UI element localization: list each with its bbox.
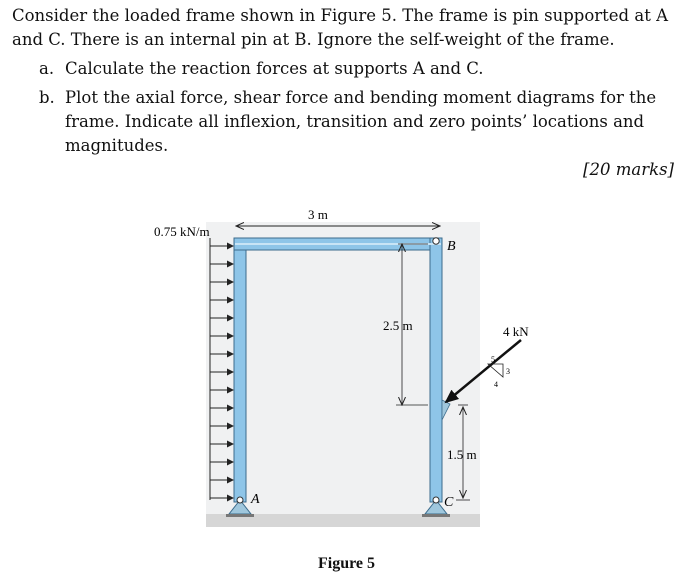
problem-intro: Consider the loaded frame shown in Figure 5. The frame is pin supported at A and C. There is an internal pin at B. Ignore the self-weight of the frame. bbox=[12, 6, 668, 49]
part-b-text: Plot the axial force, shear force and bending moment diagrams for the frame. Indicate all inflexion, transition and zero points’ locations and magnitudes. bbox=[65, 88, 657, 155]
right-column bbox=[430, 238, 442, 502]
figure-caption: Figure 5 bbox=[317, 555, 376, 572]
point-b-label: B bbox=[447, 239, 456, 254]
slope-4-label: 4 bbox=[494, 380, 498, 389]
marks: [20 marks] bbox=[583, 160, 674, 179]
point-a-label: A bbox=[251, 492, 260, 507]
dist-load-label: 0.75 kN/m bbox=[154, 224, 210, 239]
internal-pin-b bbox=[433, 238, 439, 244]
force-label: 4 kN bbox=[503, 324, 529, 339]
left-column bbox=[234, 238, 246, 502]
part-b-label: b. bbox=[39, 88, 55, 107]
height-label: 2.5 m bbox=[383, 318, 413, 333]
slope-triangle bbox=[488, 364, 503, 377]
slope-5-label: 5 bbox=[491, 355, 495, 364]
point-c-label: C bbox=[444, 495, 454, 510]
slope-3-label: 3 bbox=[506, 367, 510, 376]
part-a-label: a. bbox=[39, 59, 55, 78]
span-label: 3 m bbox=[308, 207, 328, 222]
lower-label: 1.5 m bbox=[447, 447, 477, 462]
part-a-text: Calculate the reaction forces at supports A and C. bbox=[65, 59, 484, 78]
